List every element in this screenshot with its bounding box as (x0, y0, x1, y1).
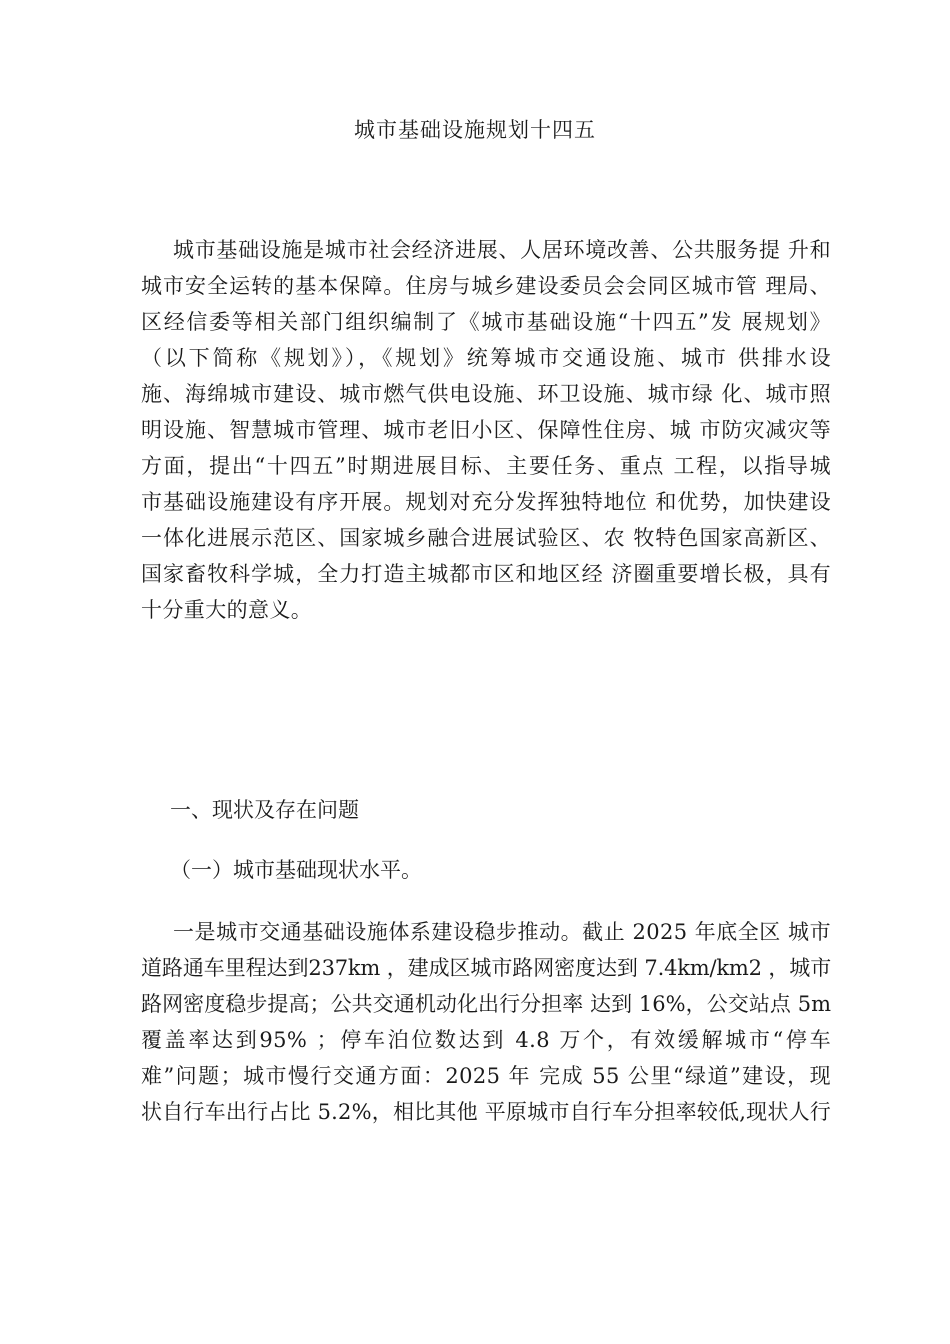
intro-paragraph (141, 232, 831, 628)
paragraph-line: 城市安全运转的基本保障。住房与城乡建设委员会会同区城市管 理局、 (141, 274, 831, 298)
paragraph-line: 覆盖率达到95% ；停车泊位数达到 4.8 万个，有效缓解城市“停车 (141, 1028, 831, 1052)
paragraph-line: 国家畜牧科学城，全力打造主城都市区和地区经 济圈重要增长极，具有 (141, 562, 831, 586)
paragraph-line: （以下简称《规划》），《规划》统筹城市交通设施、城市 供排水设 (141, 346, 831, 370)
document-title: 城市基础设施规划十四五 (354, 118, 596, 142)
traffic-paragraph (141, 914, 831, 1130)
paragraph-line: 施、海绵城市建设、城市燃气供电设施、环卫设施、城市绿 化、城市照 (141, 382, 831, 406)
paragraph-line: 一是城市交通基础设施体系建设稳步推动。截止 2025 年底全区 城市 (173, 920, 831, 944)
paragraph-line: 状自行车出行占比 5.2%，相比其他 平原城市自行车分担率较低,现状人行 (141, 1100, 831, 1124)
subsection-heading: （一）城市基础现状水平。 (170, 858, 422, 882)
paragraph-line: 路网密度稳步提高；公共交通机动化出行分担率 达到 16%，公交站点 5m (141, 992, 831, 1016)
paragraph-line: 道路通车里程达到237km ，建成区城市路网密度达到 7.4km/km2 ，城市 (141, 956, 831, 980)
paragraph-line: 十分重大的意义。 (141, 598, 313, 622)
paragraph-line: 市基础设施建设有序开展。规划对充分发挥独特地位 和优势，加快建设 (141, 490, 831, 514)
section-heading: 一、现状及存在问题 (170, 798, 359, 822)
paragraph-line: 难”问题；城市慢行交通方面：2025 年 完成 55 公里“绿道”建设，现 (141, 1064, 831, 1088)
paragraph-line: 区经信委等相关部门组织编制了《城市基础设施“十四五”发 展规划》 (141, 310, 831, 334)
paragraph-line: 明设施、智慧城市管理、城市老旧小区、保障性住房、城 市防灾减灾等 (141, 418, 831, 442)
paragraph-line: 一体化进展示范区、国家城乡融合进展试验区、农 牧特色国家高新区、 (141, 526, 831, 550)
paragraph-line: 方面，提出“十四五”时期进展目标、主要任务、重点 工程，以指导城 (141, 454, 831, 478)
paragraph-line: 城市基础设施是城市社会经济进展、人居环境改善、公共服务提 升和 (173, 238, 831, 262)
